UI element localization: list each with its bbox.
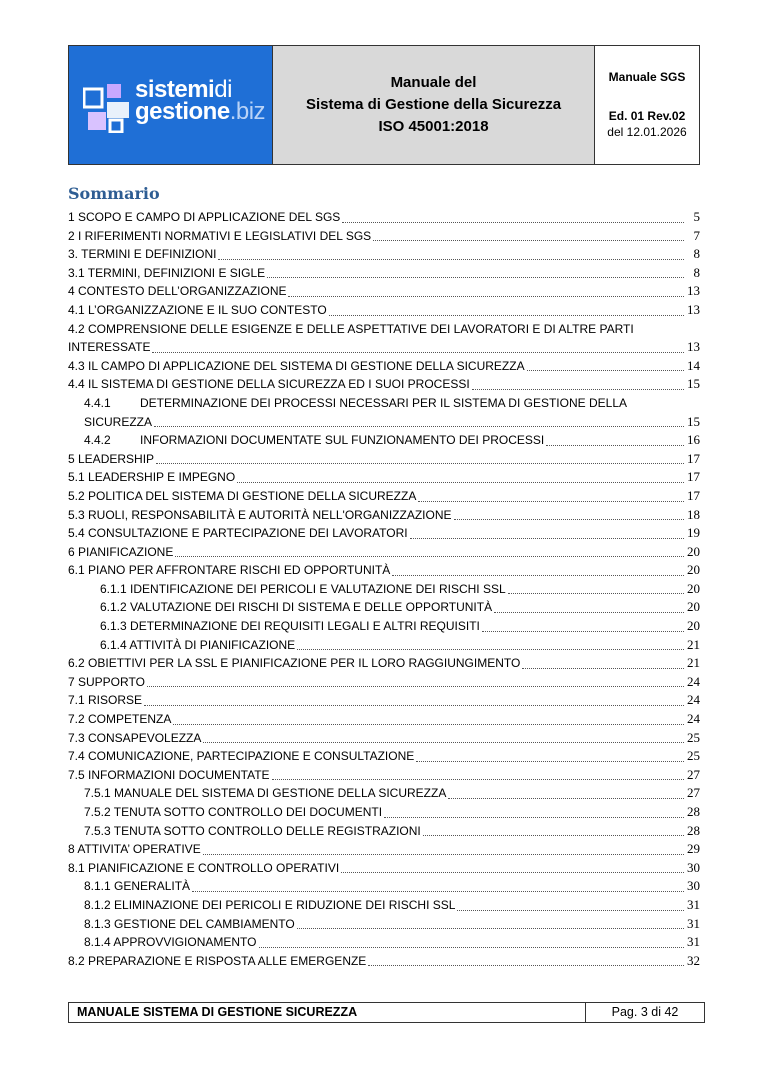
toc-page-number: 17 xyxy=(687,450,700,466)
toc-entry-label-continued: SICUREZZA xyxy=(84,414,153,429)
toc-dot-leader xyxy=(218,259,684,260)
toc-page-number: 7 xyxy=(693,227,700,243)
toc-dot-leader xyxy=(272,779,684,780)
toc-entry-label: 7.1 RISORSE xyxy=(68,693,143,708)
toc-entry[interactable] xyxy=(68,301,700,320)
toc-entry[interactable] xyxy=(68,803,700,822)
toc-entry[interactable] xyxy=(68,264,700,283)
toc-entry-label: 6.2 OBIETTIVI PER LA SSL E PIANIFICAZIONE PER IL LORO RAGGIUNGIMENTO xyxy=(68,656,521,671)
toc-page-number: 8 xyxy=(693,246,700,262)
toc-entry-label: 4.2 COMPRENSIONE DELLE ESIGENZE E DELLE ASPETTATIVE DEI LAVORATORI E DI ALTRE PARTI xyxy=(68,321,634,336)
toc-entry[interactable] xyxy=(68,487,700,506)
toc-entry-label: 7.5.2 TENUTA SOTTO CONTROLLO DEI DOCUMENTI xyxy=(84,805,383,819)
toc-entry-number: 4.4.2 xyxy=(84,433,111,448)
toc-dot-leader xyxy=(472,389,684,390)
toc-entry-label: 6.1.4 ATTIVITÀ DI PIANIFICAZIONE xyxy=(100,637,296,652)
toc-entry-label: 8.1.2 ELIMINAZIONE DEI PERICOLI E RIDUZIONE DEI RISCHI SSL xyxy=(84,897,456,912)
toc-entry-label: 6.1.3 DETERMINAZIONE DEI REQUISITI LEGALI E ALTRI REQUISITI xyxy=(100,619,480,634)
toc-dot-leader xyxy=(329,315,684,316)
toc-dot-leader xyxy=(297,649,684,650)
toc-entry-label: DETERMINAZIONE DEI PROCESSI NECESSARI PER IL SISTEMA DI GESTIONE DELLA xyxy=(140,395,627,410)
toc-dot-leader xyxy=(482,631,684,632)
toc-dot-leader xyxy=(259,947,685,948)
toc-entry[interactable] xyxy=(68,933,700,952)
toc-page-number: 31 xyxy=(687,915,700,931)
toc-entry[interactable] xyxy=(68,227,700,246)
document-code: Manuale SGS xyxy=(608,70,686,84)
toc-dot-leader xyxy=(448,798,684,799)
toc-page-number: 31 xyxy=(687,896,700,912)
toc-page-number: 13 xyxy=(687,339,700,355)
toc-entry[interactable] xyxy=(68,673,700,692)
toc-page-number: 29 xyxy=(687,841,700,857)
toc-entry-label: 4 CONTESTO DELL’ORGANIZZAZIONE xyxy=(68,284,287,299)
edition-revision: Ed. 01 Rev.02 xyxy=(608,109,686,123)
logo-squares-icon xyxy=(83,83,131,133)
toc-entry-label: 8.1 PIANIFICAZIONE E CONTROLLO OPERATIVI xyxy=(68,860,340,875)
revision-date: del 12.01.2026 xyxy=(607,125,687,139)
toc-page-number: 20 xyxy=(687,599,700,615)
toc-dot-leader xyxy=(546,445,684,446)
toc-title: Sommario xyxy=(68,184,160,203)
toc-entry-label: 3. TERMINI E DEFINIZIONI xyxy=(68,247,217,262)
toc-dot-leader xyxy=(410,538,684,539)
toc-entry-label: 1 SCOPO E CAMPO DI APPLICAZIONE DEL SGS xyxy=(68,210,341,224)
toc-page-number: 20 xyxy=(687,580,700,596)
toc-entry[interactable] xyxy=(68,840,700,859)
toc-page-number: 20 xyxy=(687,543,700,559)
toc-entry-label: 7.4 COMUNICAZIONE, PARTECIPAZIONE E CONSULTAZIONE xyxy=(68,749,415,764)
toc-entry-label: 7.5 INFORMAZIONI DOCUMENTATE xyxy=(68,767,270,782)
toc-entry-label: 6.1.1 IDENTIFICAZIONE DEI PERICOLI E VALUTAZIONE DEI RISCHI SSL xyxy=(100,581,506,596)
toc-entry-label-continued: INTERESSATE xyxy=(68,340,151,355)
toc-dot-leader xyxy=(341,872,684,873)
toc-entry[interactable] xyxy=(68,320,700,357)
toc-entry-label: 7 SUPPORTO xyxy=(68,674,145,689)
toc-entry[interactable] xyxy=(68,784,700,803)
toc-entry-label: 8.2 PREPARAZIONE E RISPOSTA ALLE EMERGENZE xyxy=(68,953,367,968)
document-header xyxy=(68,45,700,165)
toc-dot-leader xyxy=(156,463,684,464)
toc-dot-leader xyxy=(457,910,684,911)
toc-page-number: 28 xyxy=(687,804,700,819)
toc-entry-label: 2 I RIFERIMENTI NORMATIVI E LEGISLATIVI DEL SGS xyxy=(68,228,372,243)
toc-dot-leader xyxy=(147,686,684,687)
document-footer xyxy=(68,1002,705,1023)
toc-page-number: 20 xyxy=(687,562,700,578)
toc-entry[interactable] xyxy=(68,580,700,599)
toc-dot-leader xyxy=(152,352,684,353)
toc-dot-leader xyxy=(192,891,684,892)
toc-entry-label: 7.3 CONSAPEVOLEZZA xyxy=(68,730,202,745)
toc-page-number: 19 xyxy=(687,525,700,541)
toc-dot-leader xyxy=(416,761,684,762)
toc-entry-label: 8.1.1 GENERALITÀ xyxy=(84,879,191,894)
toc-entry-label: 8 ATTIVITA’ OPERATIVE xyxy=(68,842,201,857)
toc-dot-leader xyxy=(384,817,684,818)
toc-page-number: 21 xyxy=(687,636,700,652)
toc-entry[interactable] xyxy=(68,896,700,915)
toc-entry-label: 8.1.3 GESTIONE DEL CAMBIAMENTO xyxy=(84,916,295,931)
toc-entry[interactable] xyxy=(68,506,700,525)
toc-page-number: 15 xyxy=(687,376,700,392)
toc-page-number: 8 xyxy=(693,264,700,280)
toc-page-number: 30 xyxy=(687,878,700,894)
toc-entry[interactable] xyxy=(68,357,700,376)
toc-entry-label: 4.4 IL SISTEMA DI GESTIONE DELLA SICUREZZA ED I SUOI PROCESSI xyxy=(68,377,470,392)
toc-dot-leader xyxy=(237,482,684,483)
toc-entry[interactable] xyxy=(68,636,700,655)
document-title xyxy=(273,46,595,164)
toc-entry-label: 6.1.2 VALUTAZIONE DEI RISCHI DI SISTEMA E DELLE OPPORTUNITÀ xyxy=(100,600,493,615)
toc-dot-leader xyxy=(527,370,684,371)
toc-page-number: 17 xyxy=(687,487,700,503)
toc-page-number: 31 xyxy=(687,934,700,950)
toc-entry-label: INFORMAZIONI DOCUMENTATE SUL FUNZIONAMENTO DEI PROCESSI xyxy=(140,433,545,448)
toc-entry[interactable] xyxy=(68,710,700,729)
toc-entry-label: 8.1.4 APPROVVIGIONAMENTO xyxy=(84,935,257,950)
toc-page-number: 16 xyxy=(687,432,700,448)
document-meta xyxy=(595,46,699,164)
toc-entry-label: 5.1 LEADERSHIP E IMPEGNO xyxy=(68,470,236,485)
toc-entry[interactable] xyxy=(68,468,700,487)
toc-dot-leader xyxy=(144,705,684,706)
toc-page-number: 30 xyxy=(687,859,700,875)
toc-dot-leader xyxy=(423,835,684,836)
toc-entry[interactable] xyxy=(68,543,700,562)
toc-entry[interactable] xyxy=(68,822,700,841)
toc-entry[interactable] xyxy=(68,394,700,431)
toc-dot-leader xyxy=(154,426,684,427)
toc-entry[interactable] xyxy=(68,450,700,469)
toc-dot-leader xyxy=(342,222,684,223)
toc-dot-leader xyxy=(173,724,684,725)
logo-text-part: gestione xyxy=(135,98,230,125)
toc-entry-number: 4.4.1 xyxy=(84,395,111,410)
title-line: Manuale del xyxy=(390,74,477,91)
company-logo xyxy=(69,46,273,164)
toc-entry[interactable] xyxy=(68,877,700,896)
footer-document-name: MANUALE SISTEMA DI GESTIONE SICUREZZA xyxy=(69,1003,586,1022)
toc-page-number: 27 xyxy=(687,766,700,782)
logo-text-part: .biz xyxy=(229,98,266,125)
toc-entry-label: 7.5.3 TENUTA SOTTO CONTROLLO DELLE REGISTRAZIONI xyxy=(84,823,421,838)
toc-entry[interactable] xyxy=(68,561,700,580)
toc-entry[interactable] xyxy=(68,375,700,394)
toc-page-number: 13 xyxy=(687,283,700,299)
toc-entry-label: 4.1 L’ORGANIZZAZIONE E IL SUO CONTESTO xyxy=(68,302,327,317)
toc-dot-leader xyxy=(454,519,685,520)
toc-entry[interactable] xyxy=(68,431,700,450)
toc-dot-leader xyxy=(297,928,684,929)
toc-entry[interactable] xyxy=(68,729,700,748)
toc-page-number: 24 xyxy=(687,711,700,727)
toc-dot-leader xyxy=(203,742,684,743)
toc-dot-leader xyxy=(175,556,684,557)
toc-entry[interactable] xyxy=(68,691,700,710)
toc-entry-label: 5.4 CONSULTAZIONE E PARTECIPAZIONE DEI LAVORATORI xyxy=(68,526,408,541)
toc-entry[interactable] xyxy=(68,747,700,766)
toc-dot-leader xyxy=(522,668,684,669)
toc-dot-leader xyxy=(288,296,684,297)
toc-entry-label: 4.3 IL CAMPO DI APPLICAZIONE DEL SISTEMA DI GESTIONE DELLA SICUREZZA xyxy=(68,358,525,373)
title-line: ISO 45001:2018 xyxy=(378,118,489,135)
toc-entry-label: 6.1 PIANO PER AFFRONTARE RISCHI ED OPPORTUNITÀ xyxy=(68,563,391,578)
toc-dot-leader xyxy=(373,240,684,241)
toc-entry[interactable] xyxy=(68,654,700,673)
toc-entry-label: 7.5.1 MANUALE DEL SISTEMA DI GESTIONE DELLA SICUREZZA xyxy=(84,786,447,801)
toc-page-number: 17 xyxy=(687,469,700,485)
toc-entry[interactable] xyxy=(68,617,700,636)
toc-entry-label: 5.2 POLITICA DEL SISTEMA DI GESTIONE DELLA SICUREZZA xyxy=(68,488,417,503)
toc-entry[interactable] xyxy=(68,282,700,301)
toc-page-number: 15 xyxy=(687,413,700,429)
toc-entry-label: 3.1 TERMINI, DEFINIZIONI E SIGLE xyxy=(68,265,266,280)
toc-dot-leader xyxy=(368,965,684,966)
toc-entry[interactable] xyxy=(68,952,700,971)
toc-page-number: 24 xyxy=(687,673,700,689)
toc-entry[interactable] xyxy=(68,598,700,617)
toc-page-number: 25 xyxy=(687,729,700,745)
toc-entry[interactable] xyxy=(68,524,700,543)
toc-entry-label: 5.3 RUOLI, RESPONSABILITÀ E AUTORITÀ NELL'ORGANIZZAZIONE xyxy=(68,507,452,522)
toc-page-number: 25 xyxy=(687,748,700,764)
toc-entry[interactable] xyxy=(68,766,700,785)
toc-page-number: 27 xyxy=(687,785,700,801)
toc-page-number: 20 xyxy=(687,618,700,634)
toc-entry-label: 6 PIANIFICAZIONE xyxy=(68,544,174,559)
toc-page-number: 28 xyxy=(687,822,700,838)
toc-page-number: 5 xyxy=(693,209,700,224)
toc-entry[interactable] xyxy=(68,915,700,934)
toc-entry[interactable] xyxy=(68,859,700,878)
toc-dot-leader xyxy=(267,277,684,278)
logo-text-part: sistemi xyxy=(135,76,215,103)
toc-page-number: 32 xyxy=(687,952,700,968)
title-line: Sistema di Gestione della Sicurezza xyxy=(305,96,562,113)
toc-dot-leader xyxy=(418,501,684,502)
toc-page-number: 14 xyxy=(687,357,700,373)
toc-entry-label: 5 LEADERSHIP xyxy=(68,451,155,466)
toc-dot-leader xyxy=(203,854,684,855)
page-number: Pag. 3 di 42 xyxy=(611,1005,679,1019)
toc-entry[interactable] xyxy=(68,245,700,264)
toc-page-number: 18 xyxy=(687,506,700,522)
toc-entry[interactable] xyxy=(68,208,700,227)
table-of-contents xyxy=(68,208,700,970)
toc-page-number: 21 xyxy=(687,655,700,671)
toc-page-number: 24 xyxy=(687,692,700,708)
toc-page-number: 13 xyxy=(687,301,700,317)
toc-entry-label: 7.2 COMPETENZA xyxy=(68,712,172,727)
toc-dot-leader xyxy=(494,612,684,613)
toc-dot-leader xyxy=(508,593,684,594)
logo-text-part: di xyxy=(214,76,232,103)
toc-dot-leader xyxy=(392,575,684,576)
